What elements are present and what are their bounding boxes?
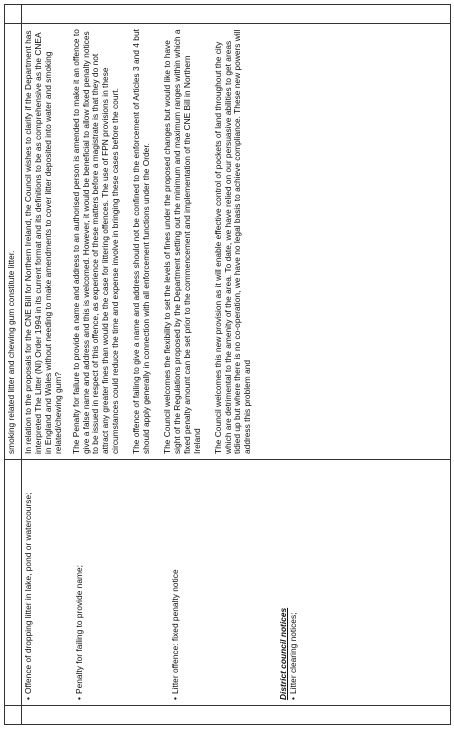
list-item — [171, 465, 181, 700]
table-cell-margin — [22, 5, 451, 24]
list-item — [75, 465, 85, 700]
response-paragraph: The offence of failing to give a name and address should not be confined to the enforcement of Articles 3 and 4 but should apply generally in connection with all enforcement functions under the Order. — [131, 29, 152, 454]
table-cell-topics — [22, 460, 451, 706]
continuation-text: smoking related litter and chewing gum constitute litter. — [6, 250, 16, 454]
list-item — [289, 465, 299, 700]
bullet-icon: • — [287, 697, 298, 700]
table-cell-continuation — [5, 24, 22, 460]
section-heading: District council notices — [277, 607, 288, 700]
topic-clearing-notices: Litter clearing notices; — [287, 612, 298, 694]
response-paragraph: The Penalty for failure to provide a name and address to an authorised person is amended to make it an offence to give a false name and address and this is welcomed. However, it would be beneficial to allow fixed penalty notices to be issued in respect of this offence, as experience of these matters before a magistrate is that they do not attract any greater fines than would be the case for littering offences. The use of FPN provisions in these circumstances could reduce the time and expense involve in bringing these cases before the court. — [70, 29, 121, 454]
topic-fixed-penalty: Litter offence: fixed penalty notice — [169, 569, 180, 694]
topic-name-penalty: Penalty for failing to provide name; — [73, 565, 84, 694]
topic-water-litter: Offence of dropping litter in lake, pond or watercourse; — [23, 492, 33, 694]
response-paragraph: The Council welcomes this new provision as it will enable effective control of pockets of land throughout the city which are detrimental to the amenity of the area. To date, we have relied on our persuasive abilities to get areas tidied up but where there is no co-operation, we have no legal basis to achieve compliance. These new powers will address this problem and — [212, 29, 253, 454]
table-cell-blank — [5, 460, 22, 706]
table-cell-margin — [5, 706, 22, 725]
table-row — [5, 5, 22, 725]
response-paragraph: The Council welcomes the flexibility to set the levels of fines under the proposed changes but would like to have sight of the Regulations proposed by the Department setting out the minimum and maximum ranges within which a fixed penalty amount can be set prior to the commencement and implementation of the CNE Bill in Northern Ireland — [161, 29, 202, 454]
table-row — [22, 5, 451, 725]
table-cell-responses — [22, 24, 451, 460]
list-item — [24, 465, 34, 700]
consultation-table — [4, 4, 451, 725]
bullet-icon: • — [23, 697, 33, 700]
bullet-icon: • — [73, 697, 84, 700]
bullet-icon: • — [169, 697, 180, 700]
table-cell-margin — [22, 706, 451, 725]
response-paragraph: In relation to the proposals for the CNE Bill for Northern Ireland, the Council wishes to clarify if the Department has interpreted The Litter (NI) Order 1994 in its current format and its definitions to be as comprehensive as the CNEA in England and Wales without needing to make amendments to cover litter deposited into water and smoking related/chewing gum? — [23, 30, 63, 454]
table-cell-margin — [5, 5, 22, 24]
